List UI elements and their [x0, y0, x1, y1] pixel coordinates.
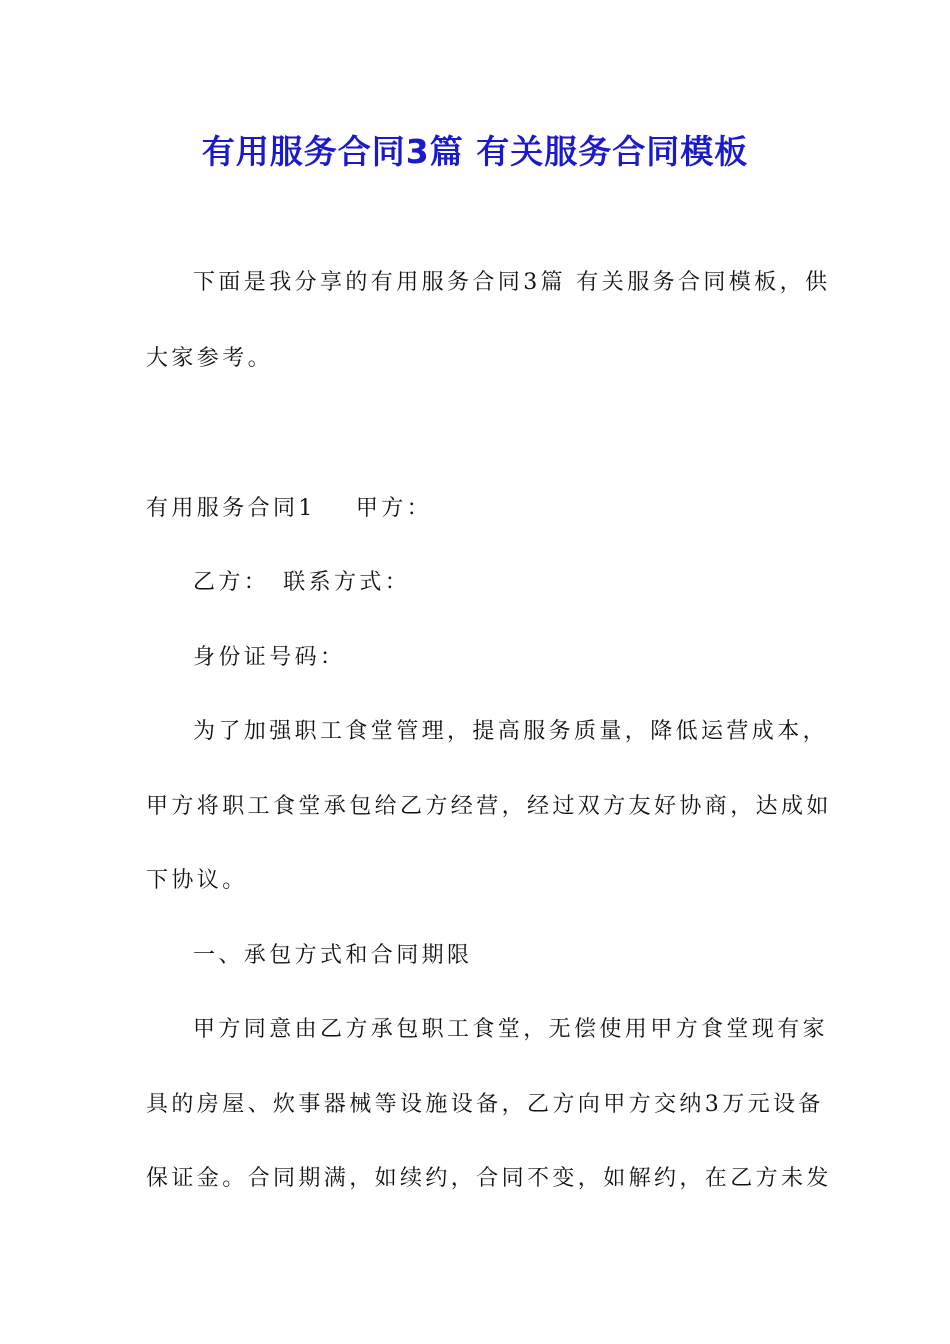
intro-line-1: 下面是我分享的有用服务合同3篇 有关服务合同模板，供 — [193, 270, 831, 295]
party-b-line — [193, 568, 410, 598]
para1-line-2: 甲方将职工食堂承包给乙方经营，经过双方友好协商，达成如 — [146, 794, 832, 819]
contact-label: 联系方式： — [283, 570, 411, 595]
para1-line-1: 为了加强职工食堂管理，提高服务质量，降低运营成本， — [193, 719, 829, 744]
para2-line-1: 甲方同意由乙方承包职工食堂，无偿使用甲方食堂现有家 — [193, 1017, 829, 1042]
intro-line-2: 大家参考。 — [146, 346, 274, 371]
party-b-label: 乙方： — [193, 570, 270, 595]
document-title: 有用服务合同3篇 有关服务合同模板 — [201, 132, 749, 171]
contract-1-heading: 有用服务合同1 — [146, 496, 316, 521]
party-a-label: 甲方： — [355, 496, 433, 521]
para2-line-2: 具的房屋、炊事器械等设施设备，乙方向甲方交纳3万元设备 — [146, 1092, 824, 1117]
para1-line-3: 下协议。 — [146, 868, 248, 893]
section-1-heading: 一、承包方式和合同期限 — [193, 943, 473, 968]
id-number-label: 身份证号码： — [193, 645, 346, 670]
para2-line-3: 保证金。合同期满，如续约，合同不变，如解约，在乙方未发 — [146, 1166, 832, 1191]
contract-heading-line — [146, 494, 432, 524]
